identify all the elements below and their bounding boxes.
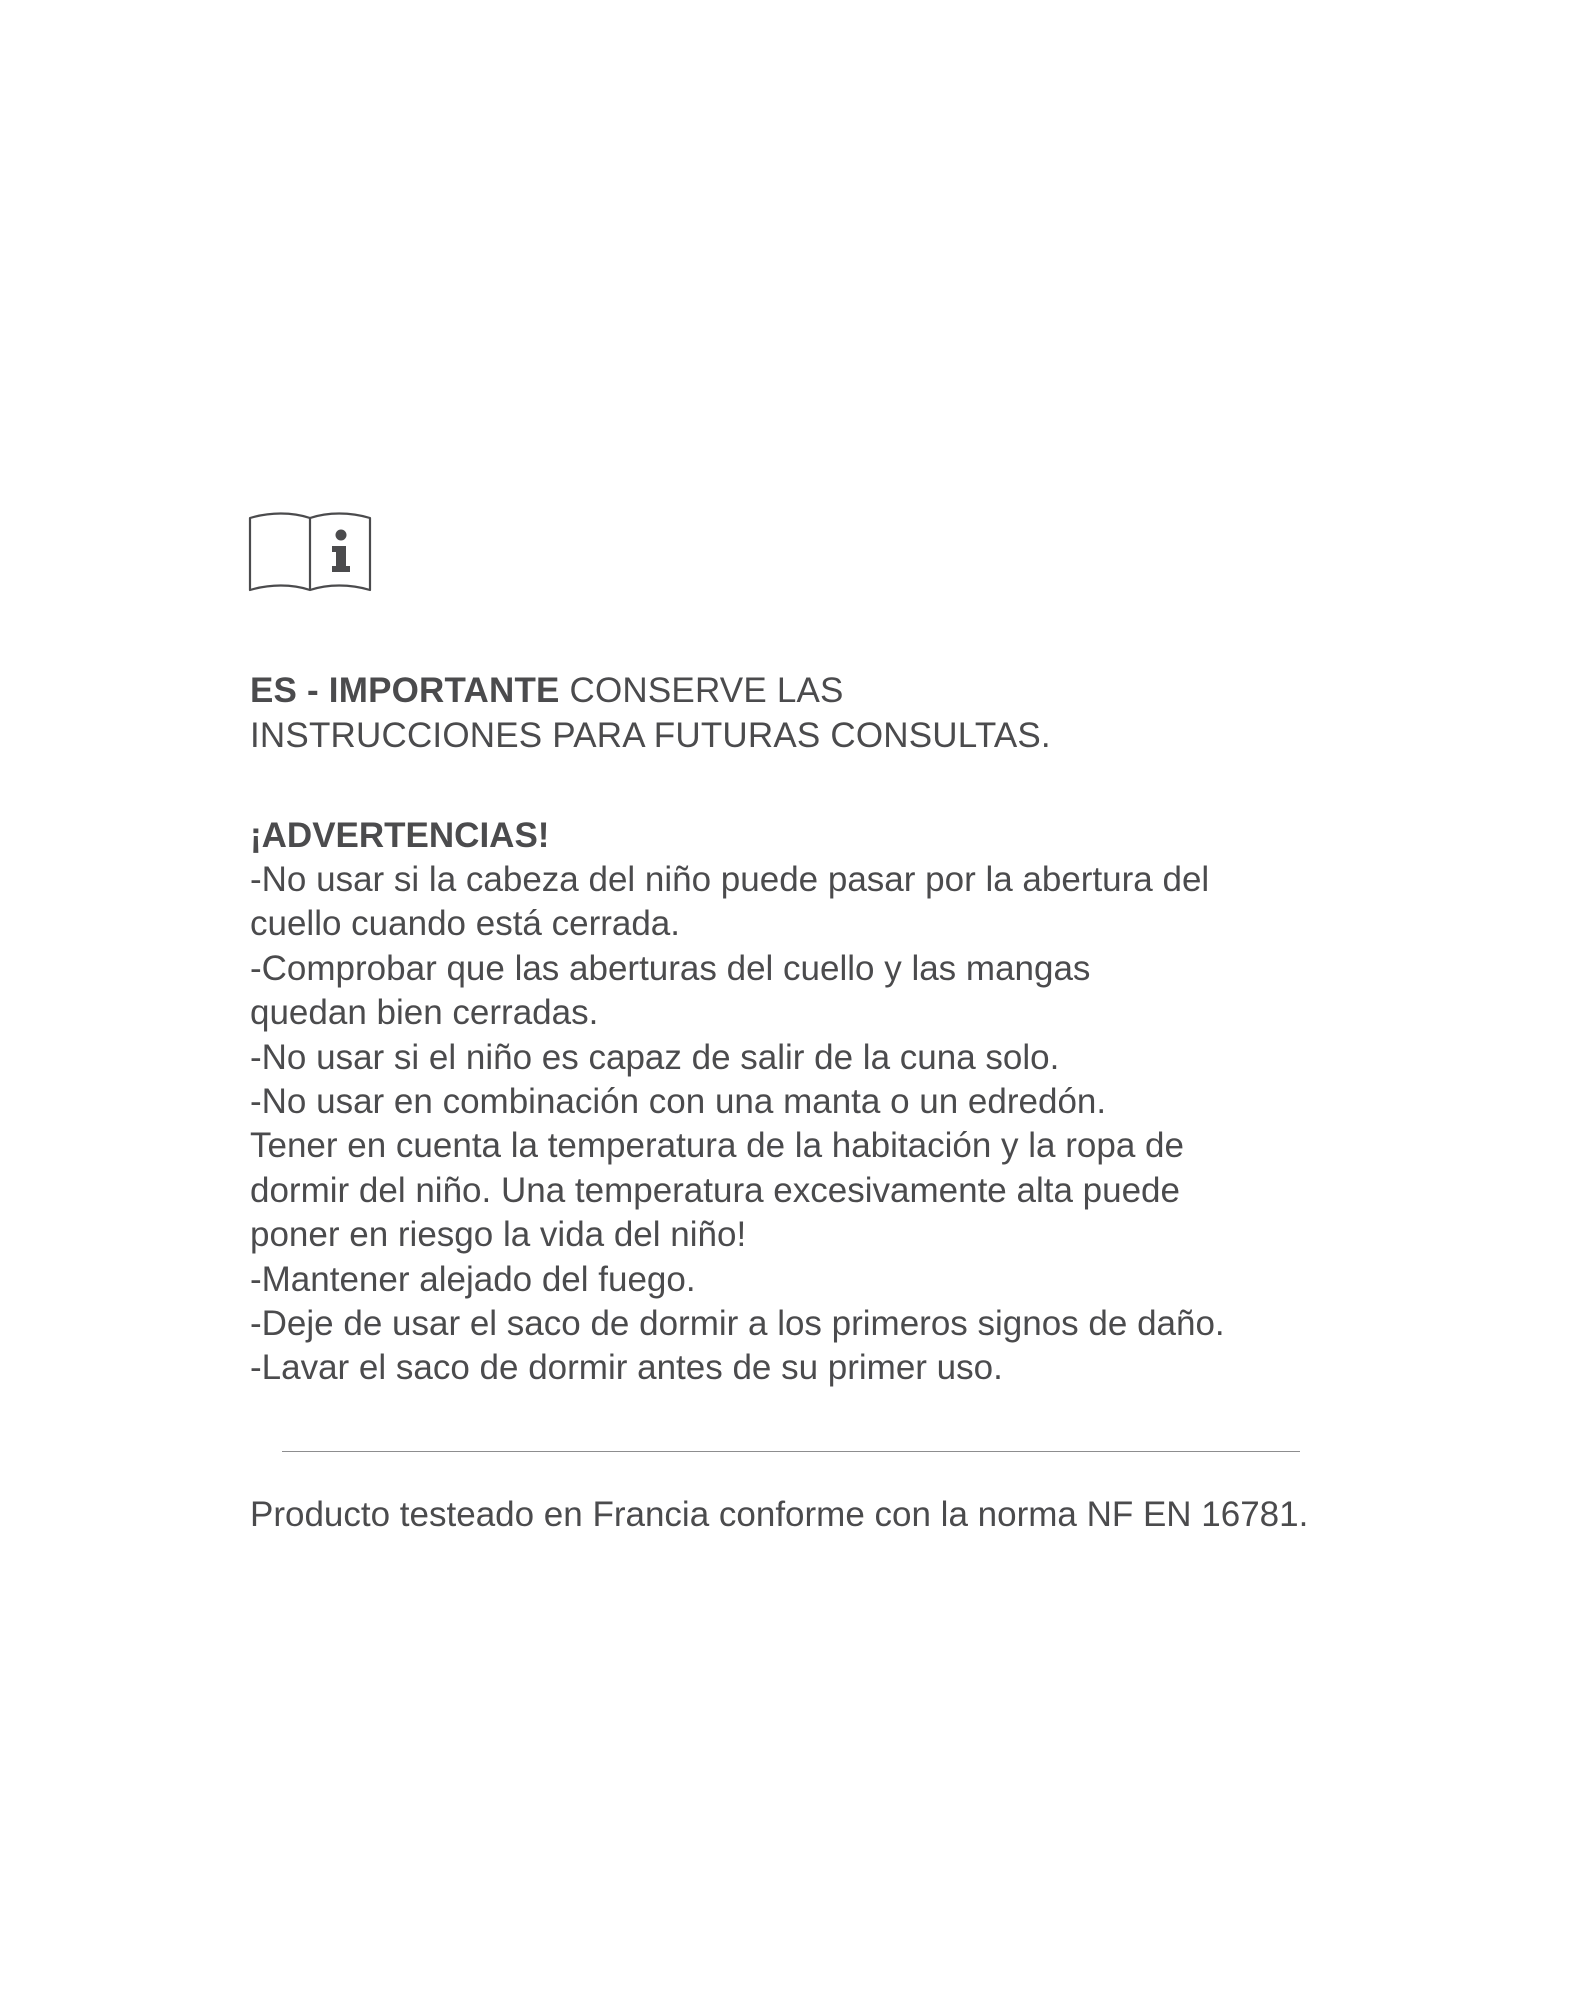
warning-line: quedan bien cerradas. [250,993,599,1033]
important-text-line1: CONSERVE LAS [559,671,844,710]
section-divider [282,1451,1300,1452]
instruction-manual-info-icon [248,510,372,594]
important-text-line2: INSTRUCCIONES PARA FUTURAS CONSULTAS. [250,716,1051,755]
warning-line: -Mantener alejado del fuego. [250,1259,696,1299]
warning-line: Tener en cuenta la temperatura de la habitación y la ropa de [250,1126,1184,1166]
warnings-section [250,813,1370,1391]
warning-line: poner en riesgo la vida del niño! [250,1215,747,1255]
warning-line: -No usar si la cabeza del niño puede pasar por la abertura del [250,860,1210,899]
warning-line: -No usar si el niño es capaz de salir de la cuna solo. [250,1037,1060,1077]
important-prefix: ES - IMPORTANTE [250,671,560,710]
warnings-title: ¡ADVERTENCIAS! [250,816,550,855]
compliance-note: Producto testeado en Francia conforme con la norma NF EN 16781. [250,1495,1309,1534]
warning-line: -Deje de usar el saco de dormir a los primeros signos de daño. [250,1304,1225,1344]
instructions-content [250,668,1370,1391]
warning-line: dormir del niño. Una temperatura excesivamente alta puede [250,1170,1180,1210]
important-notice [250,668,1370,758]
warning-line: -Lavar el saco de dormir antes de su primer uso. [250,1348,1003,1388]
warning-line: cuello cuando está cerrada. [250,904,680,944]
warning-line: -Comprobar que las aberturas del cuello y las mangas [250,948,1091,988]
warning-line: -No usar en combinación con una manta o un edredón. [250,1082,1107,1122]
